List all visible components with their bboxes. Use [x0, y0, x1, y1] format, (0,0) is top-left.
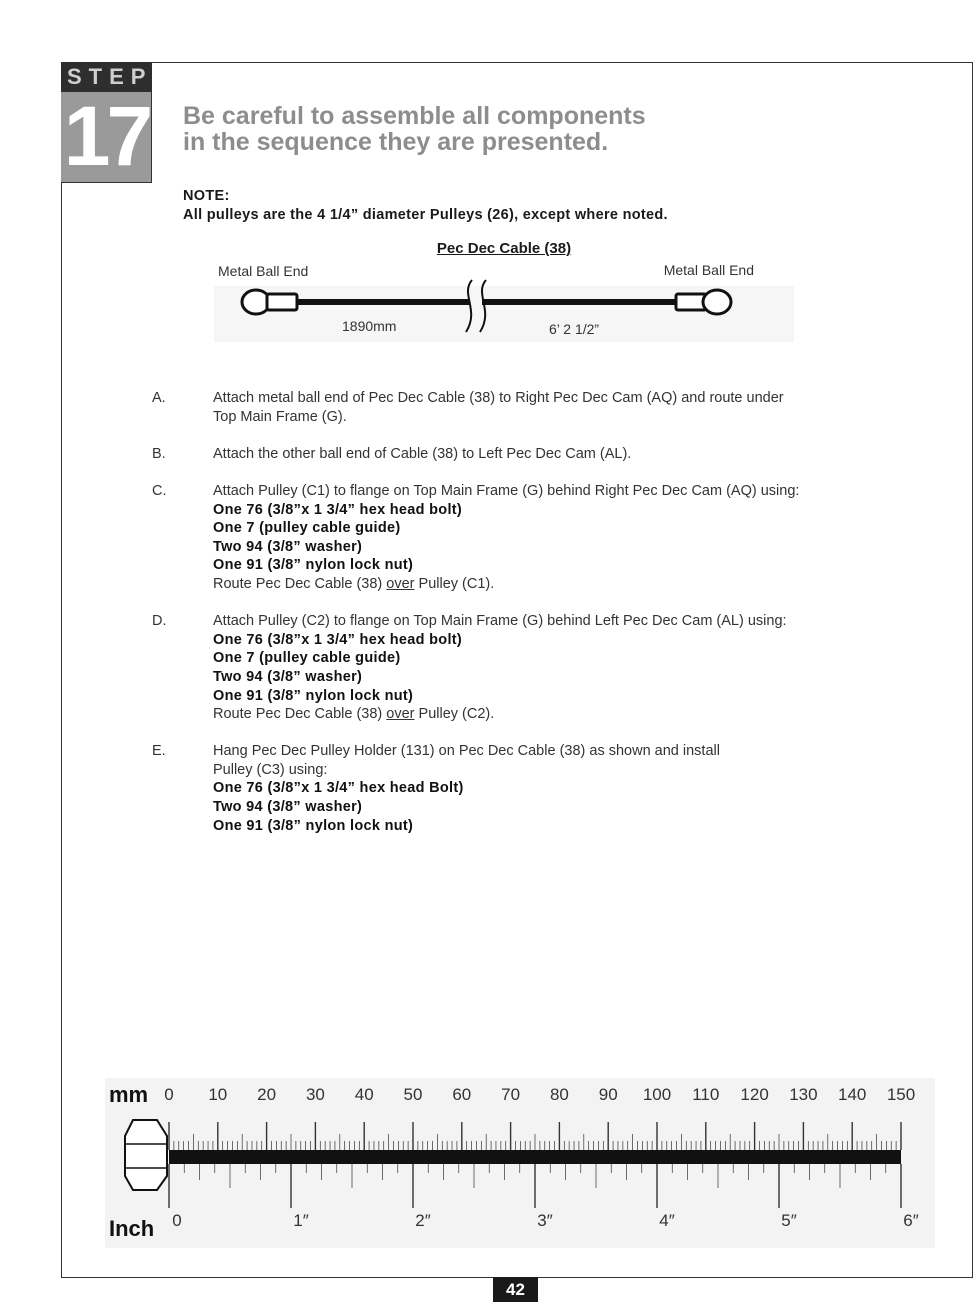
hardware-item: One 91 (3/8” nylon lock nut): [213, 687, 414, 704]
mm-tick-label: 30: [305, 1085, 325, 1104]
instruction-text: Attach the other ball end of Cable (38) to Left Pec Dec Cam (AL).: [213, 445, 632, 462]
mm-tick-label: 140: [838, 1085, 867, 1104]
inch-tick-label: 1″: [293, 1211, 309, 1230]
hardware-item: One 7 (pulley cable guide): [213, 520, 401, 537]
mm-tick-label: 90: [598, 1085, 618, 1104]
instruction-letter: E.: [152, 743, 166, 760]
heading-line-1: Be careful to assemble all components: [183, 102, 646, 130]
mm-tick-label: 20: [257, 1085, 277, 1104]
instruction-c: [152, 482, 872, 594]
length-imperial-label: 6’ 2 1/2”: [549, 321, 600, 337]
hardware-item: Two 94 (3/8” washer): [213, 668, 363, 685]
instruction-b: [152, 445, 872, 464]
instruction-text: Hang Pec Dec Pulley Holder (131) on Pec Dec Cable (38) as shown and install: [213, 743, 720, 760]
instruction-e: [152, 742, 872, 835]
inch-tick-label: 4″: [659, 1211, 675, 1230]
note-block: [183, 187, 883, 225]
hardware-item: One 76 (3/8”x 1 3/4” hex head bolt): [213, 631, 463, 648]
instruction-a: [152, 389, 872, 426]
instruction-letter: C.: [152, 482, 167, 499]
mm-tick-label: 50: [403, 1085, 423, 1104]
cable-drawing: [214, 238, 794, 348]
instruction-text: Attach Pulley (C1) to flange on Top Main Frame (G) behind Right Pec Dec Cam (AQ) using:: [213, 482, 800, 499]
hardware-item: One 91 (3/8” nylon lock nut): [213, 557, 414, 574]
mm-tick-label: 100: [642, 1085, 672, 1104]
route-text: Route Pec Dec Cable (38) over Pulley (C1).: [213, 575, 495, 592]
inch-tick-label: 5″: [781, 1211, 797, 1230]
mm-tick-label: 150: [886, 1085, 916, 1104]
step-number: 17: [63, 89, 150, 183]
hardware-item: Two 94 (3/8” washer): [213, 799, 363, 816]
page-number: 42: [493, 1277, 538, 1302]
inch-tick-label: 0: [172, 1211, 182, 1230]
right-end-label: Metal Ball End: [663, 262, 754, 278]
inch-tick-label: 6″: [903, 1211, 919, 1230]
left-end-label: Metal Ball End: [218, 263, 309, 279]
mm-tick-label: 130: [789, 1085, 818, 1104]
cable-title: Pec Dec Cable (38): [436, 240, 572, 257]
hardware-item: One 7 (pulley cable guide): [213, 650, 401, 667]
inch-tick-label: 3″: [537, 1211, 553, 1230]
mm-tick-label: 120: [740, 1085, 769, 1104]
step-badge: [61, 62, 152, 183]
left-ferrule: [267, 294, 297, 310]
right-ball-icon: [703, 290, 731, 314]
heading-line-2: in the sequence they are presented.: [183, 128, 609, 156]
mm-tick-label: 110: [692, 1085, 720, 1104]
bolt-size-ruler: [105, 1078, 935, 1248]
instruction-text: Attach Pulley (C2) to flange on Top Main Frame (G) behind Left Pec Dec Cam (AL) using:: [213, 613, 787, 630]
inch-label: Inch: [109, 1216, 155, 1241]
hardware-item: Two 94 (3/8” washer): [213, 538, 363, 555]
instruction-text-cont: Top Main Frame (G).: [213, 408, 347, 425]
mm-tick-label: 70: [501, 1085, 521, 1104]
instruction-text-cont: Pulley (C3) using:: [213, 761, 328, 778]
mm-tick-label: 10: [208, 1085, 228, 1104]
bolt-head-icon: [125, 1120, 167, 1190]
instruction-text: Attach metal ball end of Pec Dec Cable (38) to Right Pec Dec Cam (AQ) and route under: [213, 390, 784, 406]
instruction-letter: B.: [152, 445, 166, 462]
inch-tick-label: 2″: [415, 1211, 431, 1230]
mm-label: mm: [109, 1082, 149, 1107]
hardware-item: One 76 (3/8”x 1 3/4” hex head Bolt): [213, 780, 464, 797]
cable-figure: [214, 238, 794, 348]
instruction-letter: D.: [152, 613, 167, 630]
length-mm-label: 1890mm: [342, 318, 397, 334]
mm-tick-label: 60: [452, 1085, 472, 1104]
note-label: NOTE:: [183, 188, 230, 204]
instruction-letter: A.: [152, 390, 166, 406]
instructions: [152, 389, 872, 854]
mm-tick-label: 80: [549, 1085, 569, 1104]
ruler-drawing: [105, 1078, 935, 1248]
note-text: All pulleys are the 4 1/4” diameter Pulleys (26), except where noted.: [183, 207, 668, 223]
page-heading: [183, 103, 823, 155]
instruction-d: [152, 612, 872, 724]
mm-tick-label: 0: [164, 1085, 174, 1104]
step-label: STEP: [61, 62, 152, 92]
bolt-shaft: [169, 1150, 901, 1164]
hardware-item: One 76 (3/8”x 1 3/4” hex head bolt): [213, 501, 463, 518]
route-text: Route Pec Dec Cable (38) over Pulley (C2).: [213, 706, 495, 723]
mm-tick-label: 40: [354, 1085, 374, 1104]
hardware-item: One 91 (3/8” nylon lock nut): [213, 817, 414, 834]
